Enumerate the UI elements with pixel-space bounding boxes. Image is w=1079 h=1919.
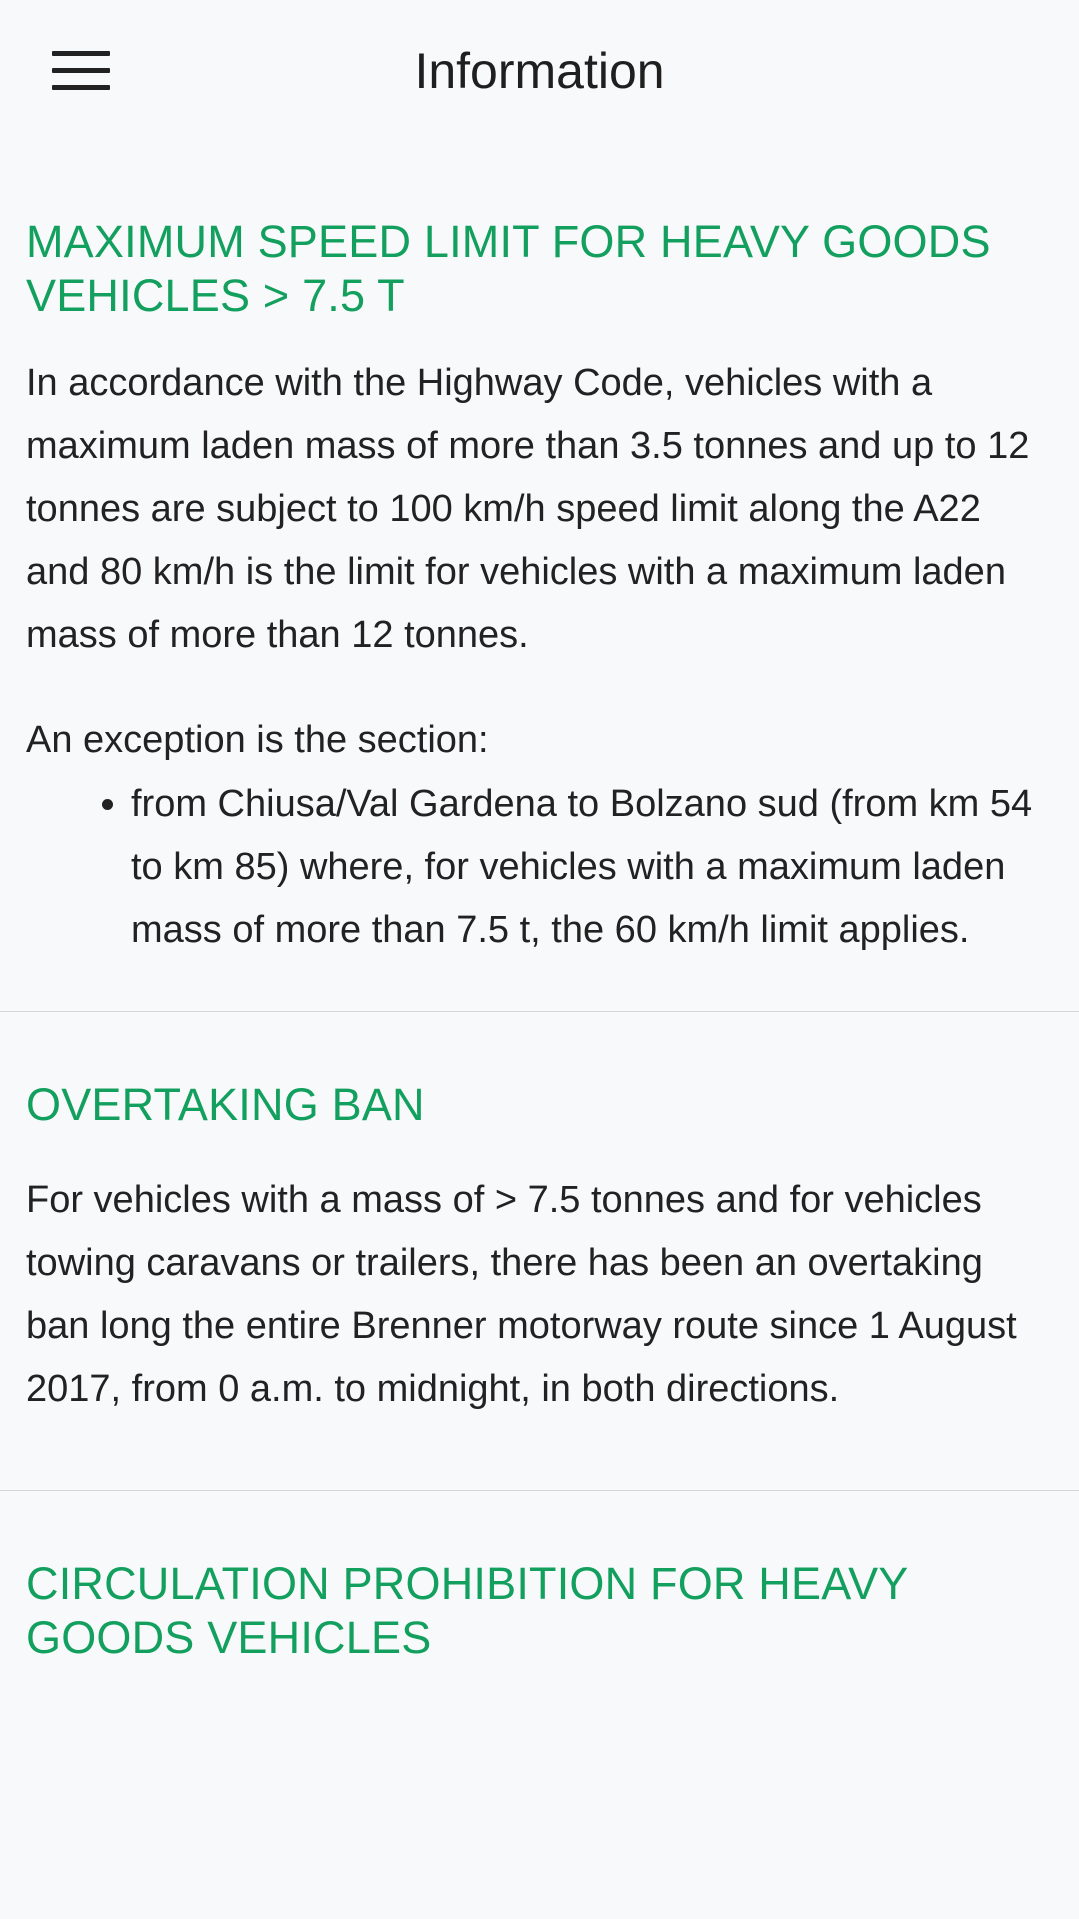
section-paragraph: For vehicles with a mass of > 7.5 tonnes and for vehicles towing caravans or trailers, there has been an overtaking ban long the entire Brenner motorway route since 1 August 2017, from 0 a.m. to midnight, in both directions.: [26, 1179, 1017, 1410]
section-paragraph: An exception is the section:: [26, 719, 489, 761]
circulation-prohibition-section: [0, 1491, 1079, 1665]
overtaking-ban-section: [0, 1012, 1079, 1490]
page-title: Information: [414, 43, 665, 99]
section-paragraph: In accordance with the Highway Code, vehicles with a maximum laden mass of more than 3.5 tonnes and up to 12 tonnes are subject to 100 km/h speed limit along the A22 and 80 km/h is the limit for vehicles with a maximum laden mass of more than 12 tonnes.: [26, 362, 1030, 656]
section-heading: CIRCULATION PROHIBITION FOR HEAVY GOODS VEHICLES: [26, 1558, 908, 1663]
speed-limit-section: [0, 142, 1079, 1011]
section-heading: OVERTAKING BAN: [26, 1079, 425, 1130]
information-content[interactable]: [0, 142, 1079, 1665]
section-heading: MAXIMUM SPEED LIMIT FOR HEAVY GOODS VEHICLES > 7.5 T: [26, 216, 991, 321]
exception-list: [26, 773, 1053, 1011]
list-item: • from Chiusa/Val Gardena to Bolzano sud (from km 54 to km 85) where, for vehicles with a maximum laden mass of more than 7.5 t, the 60 km/h limit applies.: [131, 773, 1053, 962]
top-app-bar: [0, 0, 1079, 142]
